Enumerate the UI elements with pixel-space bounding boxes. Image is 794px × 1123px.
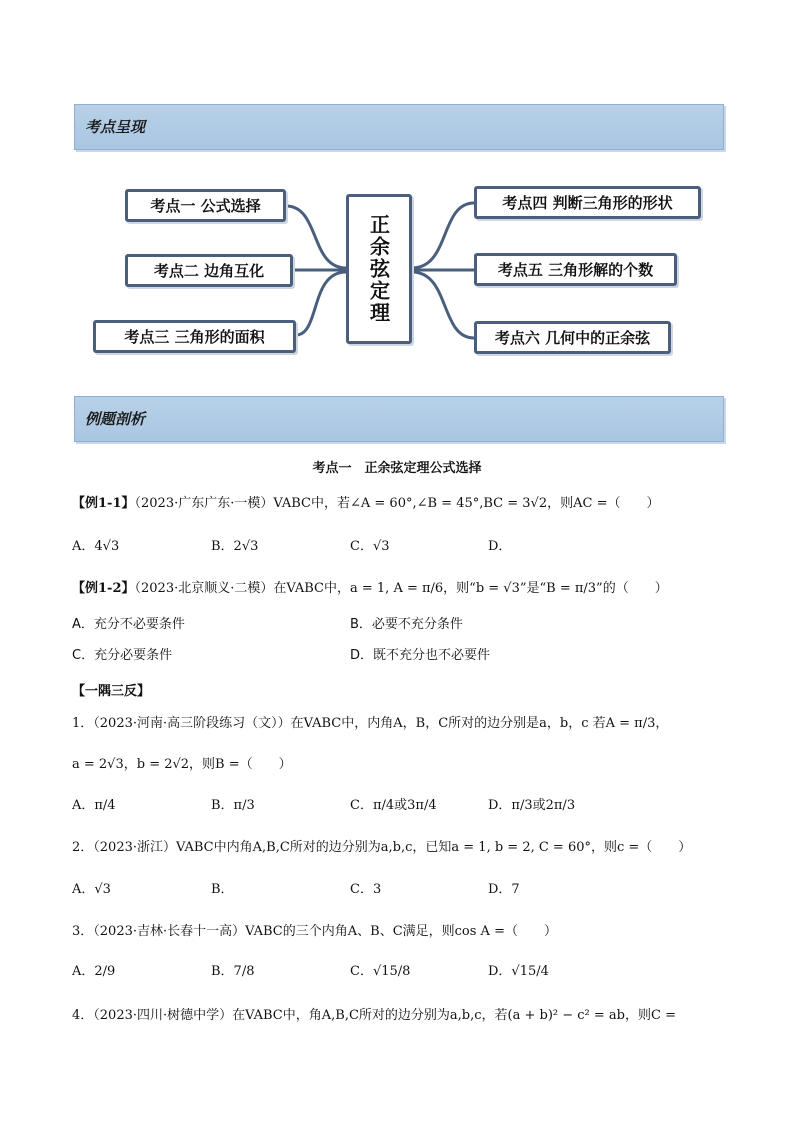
option: A．√3 xyxy=(72,882,111,897)
mindmap-node-topic2: 考点二 边角互化 xyxy=(125,254,293,287)
example-1-2 xyxy=(72,577,668,596)
option: B．π/3 xyxy=(211,798,255,813)
option: D．7 xyxy=(488,882,520,897)
question-1-line2: a = 2√3，b = 2√2，则B =（ ） xyxy=(72,757,292,772)
option: A．4√3 xyxy=(72,539,120,554)
example-1-1 xyxy=(72,492,659,511)
option: B．必要不充分条件 xyxy=(350,617,463,632)
question-4: 4．（2023·四川·树德中学）在VABC中，角A,B,C所对的边分别为a,b,c，若(a + b)² − c² = ab，则C = xyxy=(72,1008,676,1023)
option: A．2/9 xyxy=(72,964,116,979)
section-title: 例题剖析 xyxy=(85,410,146,428)
option: D．既不充分也不必要件 xyxy=(350,648,491,663)
mindmap-node-topic5: 考点五 三角形解的个数 xyxy=(474,253,677,286)
mindmap-node-topic6: 考点六 几何中的正余弦 xyxy=(474,321,671,354)
option: D． xyxy=(488,539,512,554)
option: C．π/4或3π/4 xyxy=(350,798,437,813)
question-3: 3．（2023·吉林·长春十一高）VABC的三个内角A、B、C满足，则cos A =（ ） xyxy=(72,924,557,939)
section-banner-examples xyxy=(74,396,724,442)
option: B．7/8 xyxy=(211,964,255,979)
option: B． xyxy=(211,882,234,897)
option: C．√15/8 xyxy=(350,964,411,979)
question-1-line1: 1．（2023·河南·高三阶段练习（文））在VABC中，内角A，B，C所对的边分别是a，b，c 若A = π/3， xyxy=(72,716,669,731)
example-stem: 在VABC中，a = 1, A = π/6，则“b = √3”是“B = π/3”的（ ） xyxy=(273,581,668,596)
example-tag: 【例1-1】 xyxy=(72,496,135,511)
mindmap-center: 正余弦定理 xyxy=(346,194,412,344)
example-stem: VABC中，若∠A = 60°,∠B = 45°,BC = 3√2，则AC =（ ） xyxy=(273,496,660,511)
question-2: 2．（2023·浙江）VABC中内角A,B,C所对的边分别为a,b,c，已知a = 1, b = 2, C = 60°，则c =（ ） xyxy=(72,840,692,855)
option: C．3 xyxy=(350,882,382,897)
option: D．π/3或2π/3 xyxy=(488,798,576,813)
option: C．充分必要条件 xyxy=(72,648,173,663)
practice-heading: 【一隅三反】 xyxy=(72,684,151,699)
option: D．√15/4 xyxy=(488,964,549,979)
topic-heading: 考点一 正余弦定理公式选择 xyxy=(312,461,482,476)
option: C．√3 xyxy=(350,539,390,554)
mindmap-node-topic1: 考点一 公式选择 xyxy=(125,189,286,222)
example-tag: 【例1-2】 xyxy=(72,581,135,596)
section-title: 考点呈现 xyxy=(85,118,146,136)
mindmap-node-topic4: 考点四 判断三角形的形状 xyxy=(474,186,701,219)
option: B．2√3 xyxy=(211,539,259,554)
example-source: （2023·北京顺义·二模） xyxy=(134,581,274,596)
mindmap-node-topic3: 考点三 三角形的面积 xyxy=(93,320,296,353)
example-source: （2023·广东广东·一模） xyxy=(134,496,274,511)
option: A．π/4 xyxy=(72,798,116,813)
option: A．充分不必要条件 xyxy=(72,617,185,632)
